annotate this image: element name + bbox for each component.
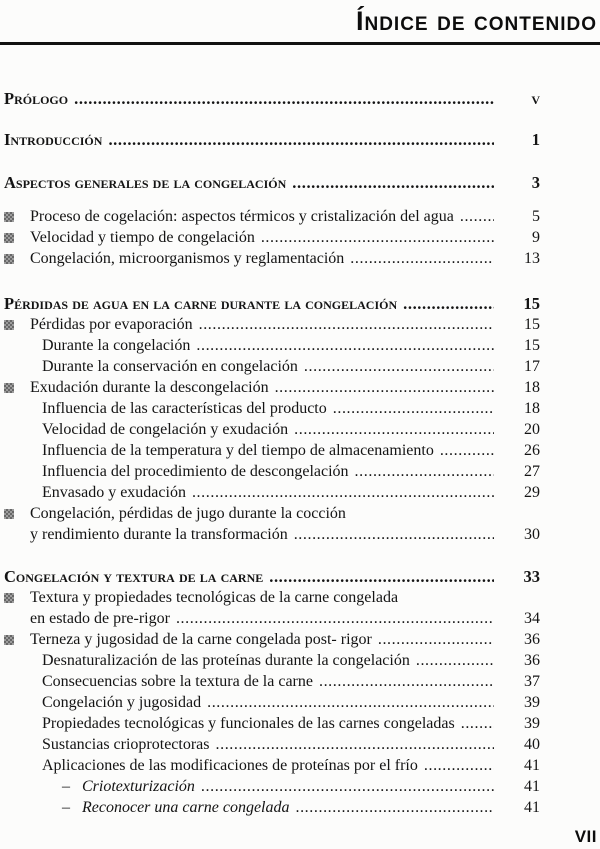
dot-leader (333, 398, 494, 419)
dot-leader (460, 206, 494, 227)
toc-page-number: 18 (524, 379, 540, 396)
bullet-square-icon (4, 232, 30, 243)
toc-entry-label: Pérdidas de agua en la carne durante la congelación (4, 294, 398, 313)
dot-leader (176, 608, 494, 629)
toc-line (4, 88, 540, 109)
dot-leader (403, 293, 494, 314)
toc-row (4, 335, 540, 356)
bullet-square-icon (4, 382, 30, 393)
toc-row (4, 314, 540, 335)
toc-row (4, 587, 540, 629)
toc-line (4, 206, 540, 227)
dot-leader (192, 482, 494, 503)
toc-entry-label: Aspectos generales de la congelación (4, 173, 287, 192)
toc-page-number: 30 (524, 526, 540, 543)
toc-line (4, 671, 540, 692)
toc-page-number: 17 (524, 358, 540, 375)
toc-line (4, 172, 540, 193)
bullet-square-icon (4, 509, 14, 519)
toc-row (4, 482, 540, 503)
toc-row (4, 629, 540, 650)
toc-line (4, 356, 540, 377)
toc-row (4, 566, 540, 587)
toc-entry-label: Durante la conservación en congelación (42, 358, 298, 375)
toc-page-number: 5 (532, 208, 540, 225)
toc-row (4, 650, 540, 671)
toc-entry-label: Influencia de las características del producto (42, 400, 327, 417)
toc-page-number: 39 (524, 715, 540, 732)
toc-line (4, 587, 540, 608)
bullet-square-icon (4, 233, 14, 243)
toc-line (4, 440, 540, 461)
toc-line (4, 755, 540, 776)
toc-line (4, 629, 540, 650)
toc-line (4, 608, 540, 629)
bullet-square-icon (4, 383, 14, 393)
toc-page-number: 18 (524, 400, 540, 417)
toc-row (4, 227, 540, 248)
bullet-square-icon (4, 508, 30, 519)
toc-line (4, 419, 540, 440)
toc-page-number: 13 (524, 250, 540, 267)
table-of-contents (0, 88, 600, 818)
toc-line (4, 398, 540, 419)
dot-leader (350, 248, 494, 269)
toc-page-number: 41 (524, 799, 540, 816)
dot-leader (378, 629, 494, 650)
toc-row (4, 248, 540, 269)
dot-leader (355, 461, 494, 482)
toc-line (4, 650, 540, 671)
toc-entry-label: Influencia de la temperatura y del tiempo de almacenamiento (42, 442, 434, 459)
toc-row (4, 776, 540, 797)
toc-entry-label: Congelación, pérdidas de jugo durante la cocción (30, 505, 346, 522)
dot-leader (292, 172, 494, 193)
toc-line (4, 461, 540, 482)
toc-entry-label: Congelación, microorganismos y reglamentación (30, 250, 345, 267)
dot-leader (319, 671, 494, 692)
toc-row (4, 797, 540, 818)
toc-entry-label: Aplicaciones de las modificaciones de proteínas por el frío (42, 757, 418, 774)
toc-row (4, 377, 540, 398)
toc-entry-label: y rendimiento durante la transformación (30, 526, 288, 543)
toc-page-number: 1 (531, 130, 540, 149)
toc-row (4, 440, 540, 461)
dot-leader (424, 755, 494, 776)
toc-page-number: 15 (523, 294, 540, 313)
header-rule (0, 42, 600, 45)
toc-line (4, 129, 540, 150)
toc-line (4, 692, 540, 713)
toc-page-number: 40 (524, 736, 540, 753)
bullet-square-icon (4, 635, 14, 645)
toc-line (4, 713, 540, 734)
toc-row (4, 293, 540, 314)
toc-line (4, 314, 540, 335)
toc-page-number: 36 (524, 631, 540, 648)
toc-entry-label: Desnaturalización de las proteínas durante la congelación (42, 652, 410, 669)
toc-entry-label: Exudación durante la descongelación (30, 379, 269, 396)
toc-row (4, 356, 540, 377)
bullet-square-icon (4, 592, 30, 603)
dot-leader (275, 377, 494, 398)
bullet-square-icon (4, 253, 30, 264)
toc-entry-label: Propiedades tecnológicas y funcionales de las carnes congeladas (42, 715, 455, 732)
toc-line (4, 335, 540, 356)
toc-page-number: 26 (524, 442, 540, 459)
toc-page-number: 36 (524, 652, 540, 669)
toc-row (4, 129, 540, 150)
dash-marker: – (62, 799, 70, 816)
toc-page-number: 39 (524, 694, 540, 711)
toc-entry-label: Sustancias crioprotectoras (42, 736, 210, 753)
dot-leader (294, 419, 494, 440)
dot-leader (440, 440, 494, 461)
toc-row (4, 713, 540, 734)
dot-leader (261, 227, 494, 248)
toc-page-number: 20 (524, 421, 540, 438)
toc-entry-label: Criotexturización (82, 778, 195, 795)
dot-leader (108, 129, 494, 150)
toc-page-number: v (531, 89, 540, 108)
dot-leader (74, 88, 494, 109)
page-title: Índice de contenido (355, 6, 597, 36)
toc-entry-label: Textura y propiedades tecnológicas de la carne congelada (30, 589, 399, 606)
toc-entry-label: Durante la congelación (42, 337, 191, 354)
bullet-square-icon (4, 320, 14, 330)
dot-leader (294, 524, 494, 545)
folio-page-number: VII (574, 827, 597, 846)
toc-line (4, 566, 540, 587)
dot-leader (304, 356, 494, 377)
toc-line (4, 503, 540, 524)
toc-row (4, 206, 540, 227)
toc-entry-label: Reconocer una carne congelada (82, 799, 290, 816)
toc-entry-label: Velocidad y tiempo de congelación (30, 229, 255, 246)
bullet-square-icon (4, 211, 30, 222)
bullet-square-icon (4, 319, 30, 330)
toc-entry-label: Congelación y jugosidad (42, 694, 202, 711)
toc-page-number: 29 (524, 484, 540, 501)
toc-line (4, 776, 540, 797)
toc-page-number: 15 (524, 316, 540, 333)
toc-page-number: 34 (524, 610, 540, 627)
toc-line (4, 248, 540, 269)
bullet-square-icon (4, 593, 14, 603)
toc-entry-label: Terneza y jugosidad de la carne congelada post- rigor (30, 631, 372, 648)
toc-page-number: 3 (531, 173, 540, 192)
dot-leader (461, 713, 494, 734)
toc-entry-label: Congelación y textura de la carne (4, 567, 264, 586)
toc-entry-label: Prólogo (4, 89, 69, 108)
bullet-square-icon (4, 212, 14, 222)
bullet-square-icon (4, 634, 30, 645)
toc-row (4, 461, 540, 482)
toc-row (4, 692, 540, 713)
toc-row (4, 88, 540, 109)
toc-line (4, 797, 540, 818)
toc-entry-label: Envasado y exudación (42, 484, 186, 501)
toc-row (4, 734, 540, 755)
dot-leader (416, 650, 494, 671)
toc-entry-label: Pérdidas por evaporación (30, 316, 193, 333)
toc-row (4, 398, 540, 419)
toc-page-number: 33 (523, 567, 540, 586)
toc-row (4, 755, 540, 776)
toc-row (4, 671, 540, 692)
toc-row (4, 503, 540, 545)
dot-leader (201, 776, 494, 797)
toc-line (4, 482, 540, 503)
toc-line (4, 734, 540, 755)
toc-entry-label: Introducción (4, 130, 103, 149)
toc-page-number: 37 (524, 673, 540, 690)
toc-page-number: 41 (524, 778, 540, 795)
toc-row (4, 419, 540, 440)
toc-page-number: 41 (524, 757, 540, 774)
dot-leader (216, 734, 495, 755)
toc-entry-label: Influencia del procedimiento de descongelación (42, 463, 349, 480)
dot-leader (199, 314, 494, 335)
dot-leader (196, 335, 494, 356)
toc-entry-label: Consecuencias sobre la textura de la carne (42, 673, 313, 690)
toc-entry-label: Velocidad de congelación y exudación (42, 421, 289, 438)
dot-leader (207, 692, 494, 713)
toc-page-number: 27 (524, 463, 540, 480)
bullet-square-icon (4, 254, 14, 264)
toc-line (4, 227, 540, 248)
dash-marker: – (62, 778, 70, 795)
toc-line (4, 524, 540, 545)
dot-leader (295, 797, 494, 818)
dot-leader (269, 566, 494, 587)
toc-entry-label: Proceso de cogelación: aspectos térmicos y cristalización del agua (30, 208, 454, 225)
toc-line (4, 377, 540, 398)
toc-line (4, 293, 540, 314)
toc-page-number: 9 (532, 229, 540, 246)
toc-entry-label: en estado de pre-rigor (30, 610, 170, 627)
toc-page-number: 15 (524, 337, 540, 354)
toc-row (4, 172, 540, 193)
